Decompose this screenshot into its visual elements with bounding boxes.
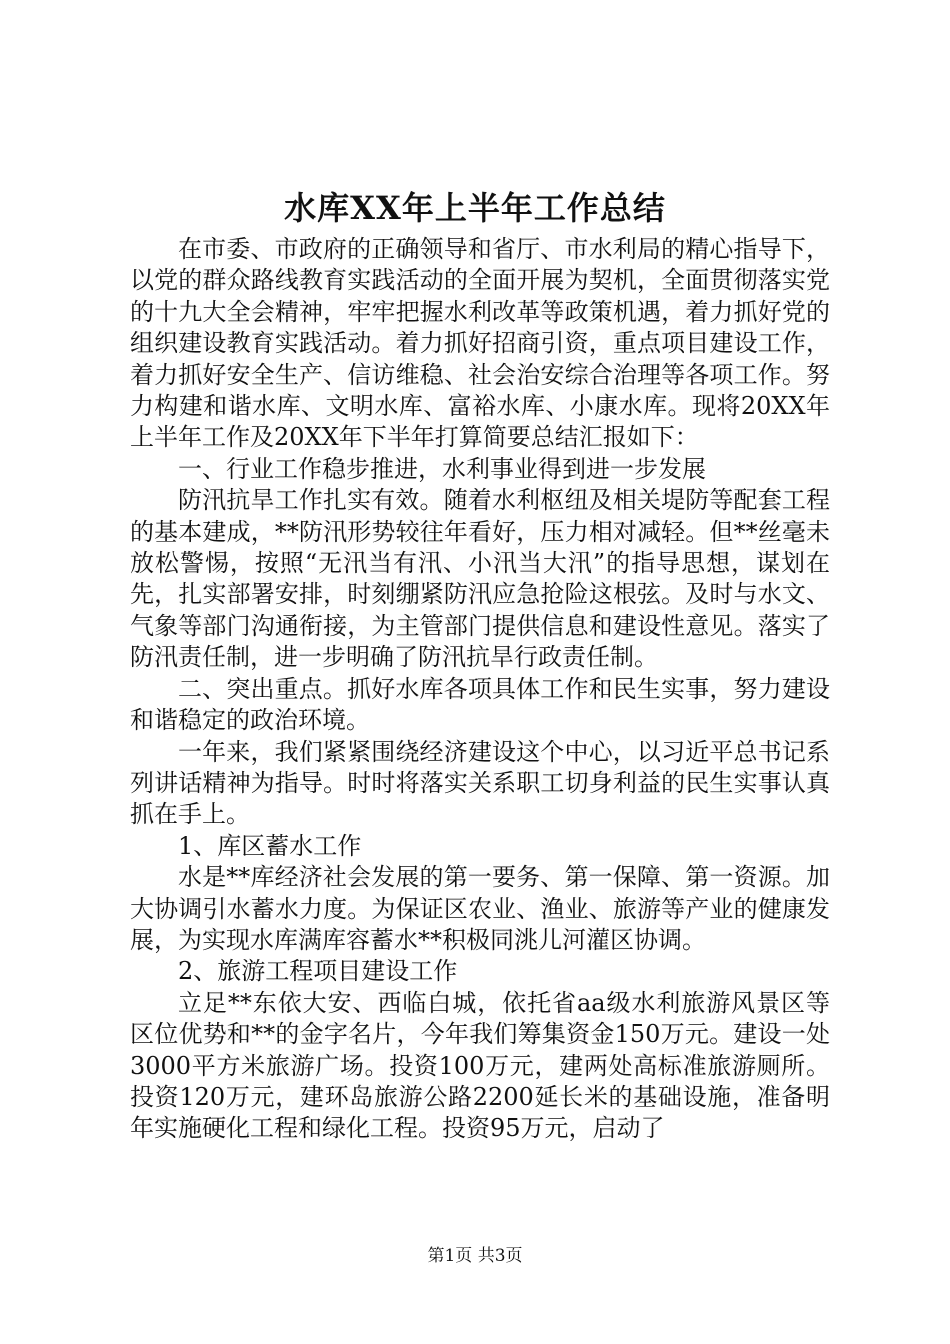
paragraph-year-summary: 一年来，我们紧紧围绕经济建设这个中心，以习近平总书记系列讲话精神为指导。时时将落实关系职工切身利益的民生实事认真抓在手上。 xyxy=(130,737,830,829)
paragraph-tourism-project: 立足**东依大安、西临白城，依托省aa级水利旅游风景区等区位优势和**的金字名片，今年我们筹集资金150万元。建设一处3000平方米旅游广场。投资100万元，建两处高标准旅游厕所。投资120万元，建环岛旅游公路2200延长米的基础设施，准备明年实施硬化工程和绿化工程。投资95万元，启动了 xyxy=(130,988,830,1143)
subheading-water-storage: 1、库区蓄水工作 xyxy=(178,831,362,860)
page-number-footer: 第1页 共3页 xyxy=(427,1246,523,1266)
subheading-tourism-project: 2、旅游工程项目建设工作 xyxy=(178,957,458,986)
paragraph-intro: 在市委、市政府的正确领导和省厅、市水利局的精心指导下，以党的群众路线教育实践活动的全面开展为契机，全面贯彻落实党的十九大全会精神，牢牢把握水利改革等政策机遇，着力抓好党的组织建设教育实践活动。着力抓好招商引资，重点项目建设工作，着力抓好安全生产、信访维稳、社会治安综合治理等各项工作。努力构建和谐水库、文明水库、富裕水库、小康水库。现将20XX年上半年工作及20XX年下半年打算简要总结汇报如下： xyxy=(130,235,830,452)
paragraph-flood-control: 防汛抗旱工作扎实有效。随着水利枢纽及相关堤防等配套工程的基本建成，**防汛形势较往年看好，压力相对减轻。但**丝毫未放松警惕，按照“无汛当有汛、小汛当大汛”的指导思想，谋划在先，扎实部署安排，时刻绷紧防汛应急抢险这根弦。及时与水文、气象等部门沟通衔接，为主管部门提供信息和建设性意见。落实了防汛责任制，进一步明确了防汛抗旱行政责任制。 xyxy=(130,486,830,672)
section-heading-1: 一、行业工作稳步推进，水利事业得到进一步发展 xyxy=(178,454,706,483)
section-heading-2: 二、突出重点。抓好水库各项具体工作和民生实事，努力建设和谐稳定的政治环境。 xyxy=(130,674,830,735)
document-title: 水库XX年上半年工作总结 xyxy=(284,189,666,227)
document-body xyxy=(130,234,830,1145)
paragraph-water-storage: 水是**库经济社会发展的第一要务、第一保障、第一资源。加大协调引水蓄水力度。为保证区农业、渔业、旅游等产业的健康发展，为实现水库满库容蓄水**积极同洮儿河灌区协调。 xyxy=(130,863,830,954)
